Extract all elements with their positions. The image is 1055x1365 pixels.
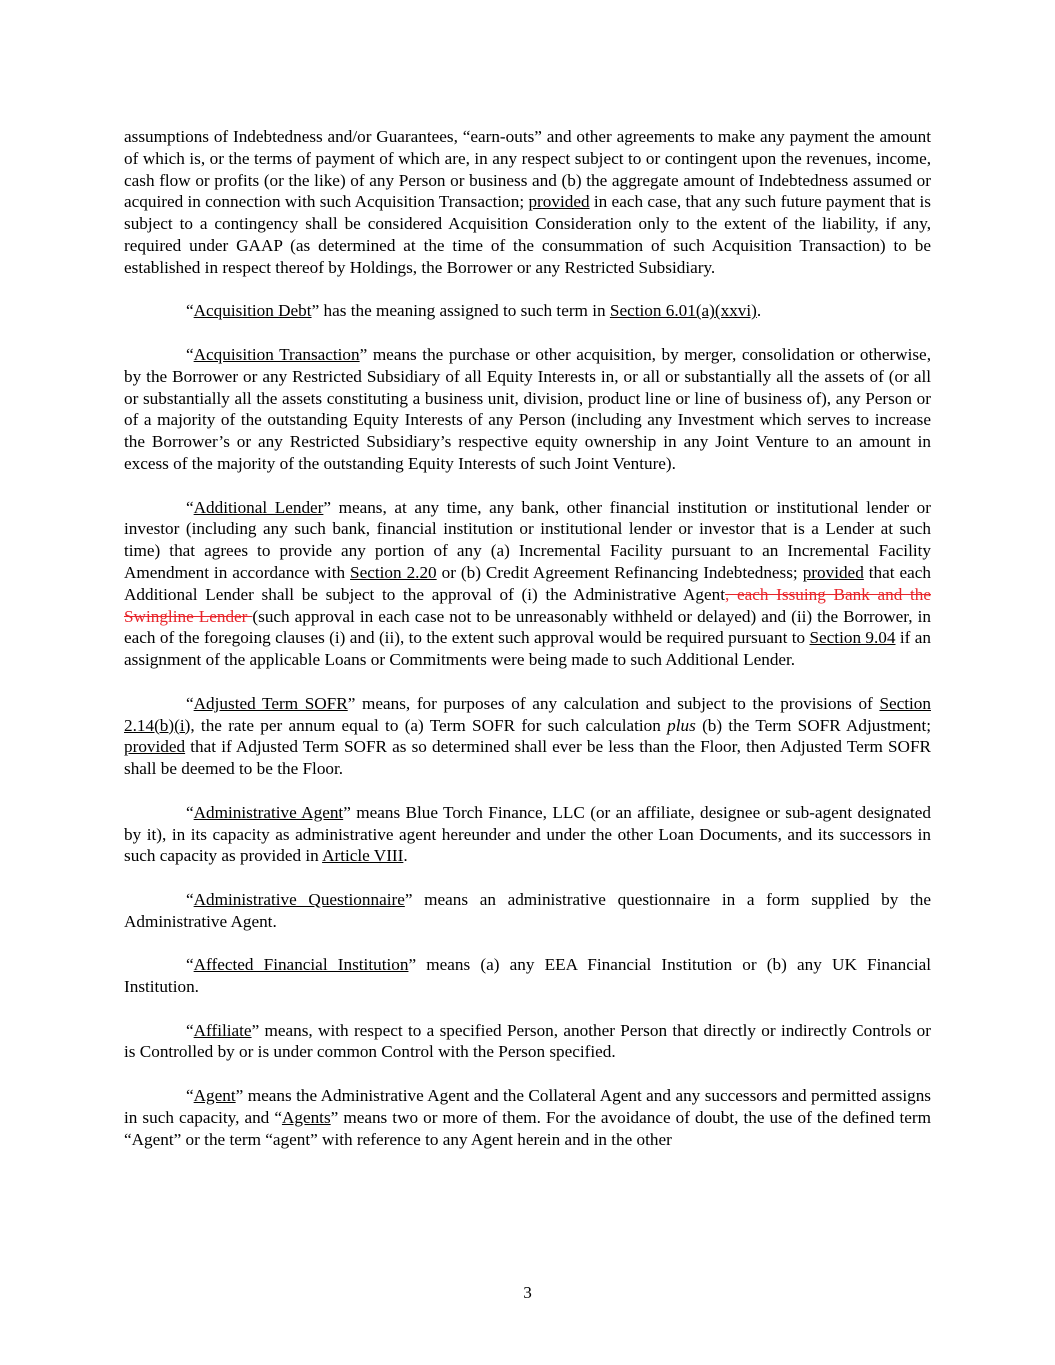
defined-term: Administrative Questionnaire (193, 889, 405, 909)
italic-plus: plus (667, 715, 696, 735)
defined-term: Agents (281, 1107, 331, 1127)
defined-term: Affiliate (193, 1020, 252, 1040)
section-reference: Section 9.04 (809, 628, 896, 648)
definition-administrative-questionnaire: “Administrative Questionnaire” means an administrative questionnaire in a form supplied by the Administrative Agent. (124, 889, 931, 931)
paragraph-acquisition-consideration-continued: assumptions of Indebtedness and/or Guarantees, “earn-outs” and other agreements to make any payment the amount of which is, or the terms of payment of which are, in any respect subject to or contingent upon the revenues, income, cash flow or profits (or the like) of any Person or business and (b) the aggregate amount of Indebtedness assumed or acquired in connection with such Acquisition Transaction; provided in each case, that any such future payment that is subject to a contingency shall be considered Acquisition Consideration only to the extent of the liability, if any, required under GAAP (as determined at the time of the consummation of such Acquisition Transaction) to be established in respect thereof by Holdings, the Borrower or any Restricted Subsidiary. (124, 127, 931, 277)
definition-adjusted-term-sofr: “Adjusted Term SOFR” means, for purposes of any calculation and subject to the provisions of Section 2.14(b)(i), the rate per annum equal to (a) Term SOFR for such calculation plus (b) the Term SOFR Adjustment; provided that if Adjusted Term SOFR as so determined shall ever be less than the Floor, then Adjusted Term SOFR shall be deemed to be the Floor. (124, 693, 931, 779)
defined-term: Administrative Agent (193, 802, 344, 822)
definition-acquisition-transaction: “Acquisition Transaction” means the purchase or other acquisition, by merger, consolidation or otherwise, by the Borrower or any Restricted Subsidiary of all Equity Interests in, or all or substantially all the assets of (or all or substantially all the assets constituting a business unit, division, product line or line of business of), any Person or of a majority of the outstanding Equity Interests of any Person (including any Investment which serves to increase the Borrower’s or any Restricted Subsidiary’s respective equity ownership in any Joint Venture to an amount in excess of the majority of the outstanding Equity Interests of such Joint Venture). (124, 344, 931, 473)
definition-administrative-agent: “Administrative Agent” means Blue Torch Finance, LLC (or an affiliate, designee or sub-agent designated by it), in its capacity as administrative agent hereunder and under the other Loan Documents, and its successors in such capacity as provided in Article VIII. (124, 802, 931, 866)
page-body (124, 126, 931, 1172)
definition-additional-lender: “Additional Lender” means, at any time, any bank, other financial institution or institutional lender or investor (including any such bank, financial institution or institutional lender or investor that is a Lender at such time) that agrees to provide any portion of any (a) Incremental Facility pursuant to an Incremental Facility Amendment in accordance with Section 2.20 or (b) Credit Agreement Refinancing Indebtedness; provided that each Additional Lender shall be subject to the approval of (i) the Administrative Agent, each Issuing Bank and the Swingline Lender (such approval in each case not to be unreasonably withheld or delayed) and (ii) the Borrower, in each of the foregoing clauses (i) and (ii), to the extent such approval would be required pursuant to Section 9.04 if an assignment of the applicable Loans or Commitments were being made to such Additional Lender. (124, 497, 931, 670)
definition-acquisition-debt: “Acquisition Debt” has the meaning assigned to such term in Section 6.01(a)(xxvi). (186, 301, 762, 321)
defined-term: Adjusted Term SOFR (193, 693, 348, 713)
definition-agent: “Agent” means the Administrative Agent and the Collateral Agent and any successors and permitted assigns in such capacity, and “Agents” means two or more of them. For the avoidance of doubt, the use of the defined term “Agent” or the term “agent” with reference to any Agent herein and in the other (124, 1086, 931, 1149)
provided-term: provided (802, 562, 864, 582)
section-reference: Section 6.01(a)(xxvi) (609, 301, 757, 321)
section-reference: Section 2.14(b)(i), (124, 693, 931, 735)
provided-term: provided (528, 192, 590, 212)
section-reference: Section 2.20 (350, 562, 437, 582)
definition-affiliate: “Affiliate” means, with respect to a specified Person, another Person that directly or indirectly Controls or is Controlled by or is under common Control with the Person specified. (124, 1020, 931, 1062)
deleted-text-redline: , each Issuing Bank and the Swingline Lender (124, 584, 931, 626)
defined-term: Agent (193, 1086, 236, 1106)
article-reference: Article VIII (322, 846, 404, 866)
definition-affected-financial-institution: “Affected Financial Institution” means (a) any EEA Financial Institution or (b) any UK Financial Institution. (124, 955, 931, 997)
defined-term: Additional Lender (193, 497, 324, 517)
page-number: 3 (523, 1283, 532, 1302)
defined-term: Acquisition Transaction (193, 344, 360, 364)
defined-term: Acquisition Debt (193, 301, 312, 321)
provided-term: provided (124, 737, 186, 757)
defined-term: Affected Financial Institution (193, 955, 409, 975)
